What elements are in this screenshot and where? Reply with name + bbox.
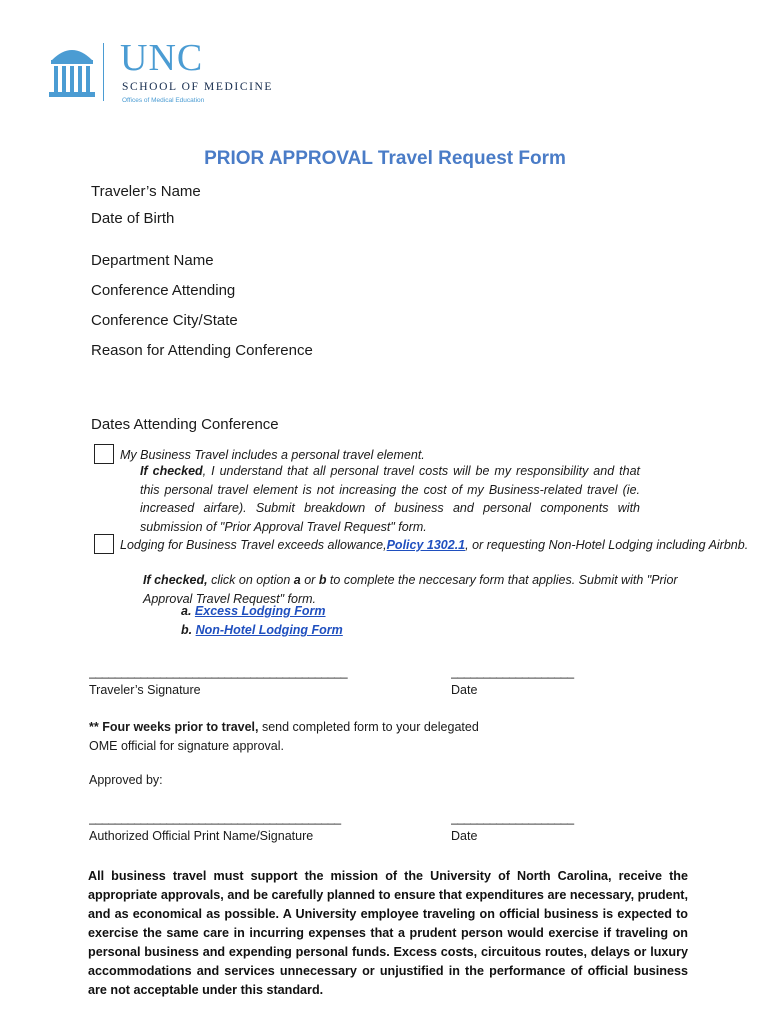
approved-by-label: Approved by: <box>89 773 163 787</box>
approval-signature-line[interactable]: _______________________________________ <box>89 811 341 825</box>
lodging-detail-3: to complete the neccesary form that applies. Submit with "Prior Approval Travel Request" form. <box>143 573 678 606</box>
policy-statement: All business travel must support the mission of the University of North Carolina, receive the appropriate approvals, and be carefully planned to ensure that expenditures are necessary, prudent, and as economical as possible. A University employee traveling on official business is expected to exercise the same care in incurring expenses that a prudent person would exercise if traveling on personal business and expending personal funds. Excess costs, circuitous routes, delays or luxury accommodations and services unnecessary or unjustified in the performance of official business are not acceptable under this standard. <box>88 869 688 997</box>
lodging-exceeds-checkbox[interactable] <box>94 534 114 554</box>
conference-attending-field[interactable]: Conference Attending <box>91 282 236 299</box>
four-weeks-bold: ** Four weeks prior to travel, <box>89 720 259 734</box>
logo-office-text: Offices of Medical Education <box>122 97 205 104</box>
option-a-letter: a <box>293 573 301 587</box>
personal-travel-detail-text: , I understand that all personal travel costs will be my responsibility and that this personal travel element is not increasing the cost of my Business-related travel (ie. increased airfare). Submit breakdown of business and personal components with submission of "Prior Approval Travel Request" form. <box>140 464 641 534</box>
personal-travel-label: My Business Travel includes a personal travel element. <box>120 448 425 462</box>
lodging-detail-2: or <box>300 573 319 587</box>
excess-lodging-form-link[interactable]: Excess Lodging Form <box>194 604 326 618</box>
four-weeks-note-line2: OME official for signature approval. <box>89 739 285 753</box>
non-hotel-lodging-form-link[interactable]: Non-Hotel Lodging Form <box>195 623 343 637</box>
conference-city-state-field[interactable]: Conference City/State <box>91 312 238 329</box>
unc-logo <box>48 37 308 115</box>
policy-1302-link[interactable]: Policy 1302.1 <box>386 538 466 552</box>
travelers-name-field[interactable]: Traveler’s Name <box>91 183 201 200</box>
option-a-prefix: a. <box>181 604 192 618</box>
logo-school-text: SCHOOL OF MEDICINE <box>122 81 274 93</box>
reason-for-attending-field[interactable]: Reason for Attending Conference <box>91 342 313 359</box>
old-well-icon <box>48 42 96 100</box>
traveler-date-label: Date <box>451 683 478 697</box>
lodging-label-before: Lodging for Business Travel exceeds allowance, <box>120 538 387 552</box>
logo-divider <box>103 43 104 101</box>
travelers-signature-label: Traveler’s Signature <box>89 683 201 697</box>
authorized-official-label: Authorized Official Print Name/Signature <box>89 829 314 843</box>
logo-unc-text: UNC <box>120 37 204 79</box>
option-a-item <box>181 602 326 621</box>
lodging-detail-1: click on option <box>207 573 294 587</box>
approval-date-label: Date <box>451 829 478 843</box>
lodging-label-after: , or requesting Non-Hotel Lodging including Airbnb. <box>465 538 749 552</box>
form-title: PRIOR APPROVAL Travel Request Form <box>204 148 566 169</box>
option-b-item <box>181 621 343 640</box>
four-weeks-note <box>89 720 479 734</box>
option-b-letter: b <box>318 573 327 587</box>
if-checked-label: If checked <box>140 464 203 478</box>
personal-travel-detail <box>140 462 640 536</box>
dates-attending-field[interactable]: Dates Attending Conference <box>91 416 279 433</box>
traveler-date-line[interactable]: ___________________ <box>451 665 574 679</box>
date-of-birth-field[interactable]: Date of Birth <box>91 210 175 227</box>
lodging-exceeds-label <box>120 536 760 555</box>
if-checked-label-2: If checked, <box>143 573 208 587</box>
approval-date-line[interactable]: ___________________ <box>451 811 574 825</box>
personal-travel-checkbox[interactable] <box>94 444 114 464</box>
department-name-field[interactable]: Department Name <box>91 252 214 269</box>
traveler-signature-line[interactable]: ________________________________________ <box>89 665 348 679</box>
option-b-prefix: b. <box>181 623 193 637</box>
four-weeks-rest: send completed form to your delegated <box>258 720 479 734</box>
